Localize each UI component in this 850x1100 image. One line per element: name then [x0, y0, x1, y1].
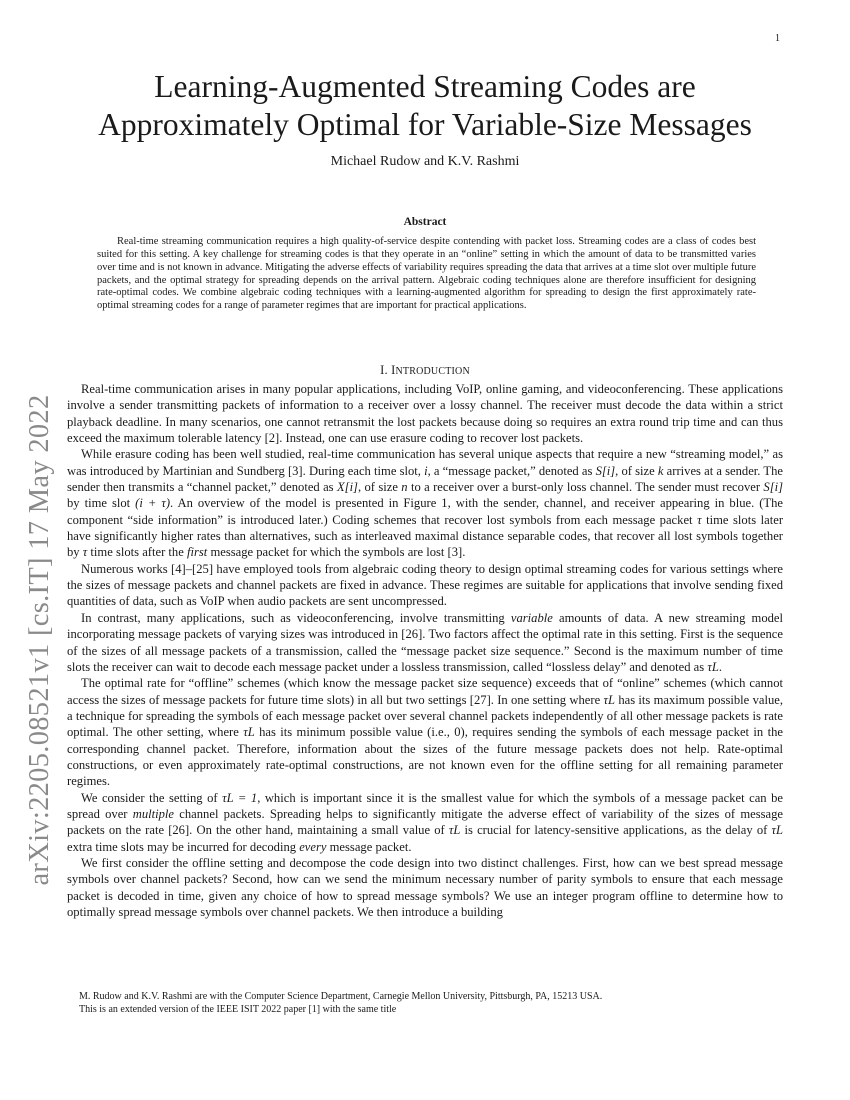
math-tau-l: τL	[707, 659, 719, 674]
text-run: In contrast, many applications, such as videoconferencing, involve transmitting	[81, 610, 505, 625]
text-run: message packet for which the symbols are lost [3].	[210, 545, 466, 560]
math-message-packet: S[i]	[763, 480, 784, 495]
emphasis-variable: variable	[510, 610, 553, 625]
introduction-body	[67, 381, 783, 920]
text-run: , a “message packet,” denoted as	[427, 463, 593, 478]
text-run: arrives at a sender. The sender then transmits a “channel packet,” denoted as	[67, 463, 783, 495]
emphasis-first: first	[186, 545, 208, 560]
paragraph-2	[67, 446, 783, 560]
footnote-extended-version: This is an extended version of the IEEE ISIT 2022 paper [1] with the same title	[79, 1004, 397, 1015]
paragraph-4	[67, 610, 783, 675]
text-run: by time slot	[67, 496, 131, 511]
paragraph-7: We first consider the offline setting and decompose the code design into two distinct challenges. First, how can we best spread message symbols over channel packets? Second, how can we send the minimum necessary number of parity symbols to ensure that each message packet is decoded in time, given any choice of how to spread message symbols? We use an integer program offline to determine how to optimally spread message symbols over channel packets. We then introduce a building	[67, 855, 783, 919]
math-tau-l: τL	[603, 692, 615, 707]
section-title-rest: NTRODUCTION	[395, 366, 470, 377]
title-line-1: Learning-Augmented Streaming Codes are	[154, 69, 696, 104]
abstract-text: Real-time streaming communication requires a high quality-of-service despite contending with packet loss. Streaming codes are a class of codes best suited for this setting. A key challenge for streaming codes is that they operate in an “online” setting in which the amount of data to be transmitted varies over time and is not known in advance. Mitigating the adverse effects of variability requires spreading the data that arrives at a time slot over multiple future packets, and the optimal strategy for spreading depends on the arrival pattern. Algebraic coding techniques alone are therefore insufficient for designing rate-optimal codes. We combine algebraic coding techniques with a learning-augmented algorithm for spreading to design the first approximately rate-optimal streaming codes for a range of parameter regimes that are important for practical applications.	[97, 236, 756, 312]
paragraph-5	[67, 675, 783, 789]
text-run: The optimal rate for “offline” schemes (which know the message packet size sequence) exceeds that of “online” schemes (which cannot access the sizes of message packets for future time slots) in all but two settings [27]. In one setting where	[67, 676, 783, 707]
section-title-initial: I	[391, 363, 396, 377]
text-run: . An overview of the model is presented in Figure 1, with the sender, channel, and receiver appearing in blue. (The component “side information” is introduced later.) Coding schemes that recover lost symbols from each message packet	[67, 496, 783, 527]
arxiv-identifier-stamp[interactable]: arXiv:2205.08521v1 [cs.IT] 17 May 2022	[24, 394, 55, 886]
math-tau: τ	[697, 512, 702, 527]
paragraph-1: Real-time communication arises in many popular applications, including VoIP, online gaming, and videoconferencing. These applications involve a sender transmitting packets of information to a receiver over a lossy channel. The receiver must decode the data within a strict playback deadline. In many scenarios, one cannot retransmit the lost packets because doing so requires an extra round trip time and can thus exceed the maximum tolerable latency [2]. Instead, one can use erasure coding to recover lost packets.	[67, 382, 783, 446]
text-run: has its minimum possible value (i.e., 0), requires sending the symbols of each message packet in the corresponding channel packet. Therefore, information about the sizes of the future message packets does not help. Rate-optimal constructions, or even approximately rate-optimal constructions, are not known even for the offline setting for all remaining parameter regimes.	[67, 725, 783, 789]
math-channel-packet: X[i]	[336, 480, 358, 495]
text-run: time slots later have significantly higher rates than alternatives, such as interleaved maximal distance separable codes, that recover all lost symbols together by	[67, 512, 784, 560]
text-run: to a receiver over a burst-only loss channel. The sender must recover	[410, 480, 761, 495]
math-tau-l: τL	[243, 725, 255, 740]
math-n: n	[401, 480, 408, 495]
text-run: message packet.	[329, 839, 412, 854]
math-tau-l: τL	[771, 823, 783, 838]
text-run: We consider the setting of	[81, 790, 218, 805]
text-run: , of size	[615, 463, 655, 478]
text-run: , of size	[357, 480, 398, 495]
math-tau-l: τL	[448, 823, 461, 838]
text-run: , which is important since it is the smallest value for which the symbols of a message packet can be spread over	[67, 790, 783, 821]
paragraph-3: Numerous works [4]–[25] have employed tools from algebraic coding theory to design optimal streaming codes for various settings where the sizes of message packets and channel packets are fixed in advance. These regimes are suitable for applications that involve sending fixed quantities of data, such as VoIP when audio packets are sent uncompressed.	[67, 561, 783, 609]
math-i-plus-tau: (i + τ)	[135, 496, 171, 511]
paragraph-6	[67, 790, 783, 855]
text-run: is crucial for latency-sensitive applications, as the delay of	[464, 823, 768, 838]
footnotes	[67, 990, 783, 1016]
text-run: .	[718, 659, 722, 674]
text-run: time slots after the	[90, 545, 184, 560]
math-i: i	[424, 463, 428, 478]
math-k: k	[657, 463, 664, 478]
math-tau-l-equals-1: τL = 1	[222, 790, 258, 805]
footnote-affiliation: M. Rudow and K.V. Rashmi are with the Computer Science Department, Carnegie Mellon University, Pittsburgh, PA, 15213 USA.	[79, 991, 603, 1002]
text-run: has its maximum possible value, a technique for spreading the symbols of each message packet over several channel packets independently of all other message packets is rate optimal. The other setting, where	[67, 692, 783, 740]
section-heading-introduction	[60, 363, 790, 378]
emphasis-multiple: multiple	[132, 806, 175, 821]
math-message-packet: S[i]	[595, 463, 616, 478]
paper-title	[60, 68, 790, 144]
text-run: amounts of data. A new streaming model incorporating message packets of varying sizes was introduced in [26]. Two factors affect the optimal rate in this setting. First is the sequence of the sizes of all message packets of a transmission, called the “message packet size sequence.” Second is the maximum number of time slots the receiver can wait to decode each message packet under a lossless transmission, called “lossless delay” and denoted as	[67, 610, 783, 674]
emphasis-every: every	[299, 839, 327, 854]
text-run: channel packets. Spreading helps to significantly mitigate the adverse effect of variability of the sizes of message packets on the rate [26]. On the other hand, maintaining a small value of	[67, 806, 783, 838]
text-run: extra time slots may be incurred for decoding	[67, 839, 297, 854]
abstract-heading: Abstract	[403, 216, 447, 228]
author-list: Michael Rudow and K.V. Rashmi	[330, 154, 520, 169]
text-run: While erasure coding has been well studied, real-time communication has several unique aspects that require a new “streaming model,” as was introduced by Martinian and Sundberg [3]. During each time slot,	[67, 447, 783, 478]
section-number: I.	[380, 363, 388, 377]
title-line-2: Approximately Optimal for Variable-Size Messages	[98, 107, 752, 142]
page-number: 1	[775, 33, 780, 44]
math-tau: τ	[82, 545, 88, 560]
